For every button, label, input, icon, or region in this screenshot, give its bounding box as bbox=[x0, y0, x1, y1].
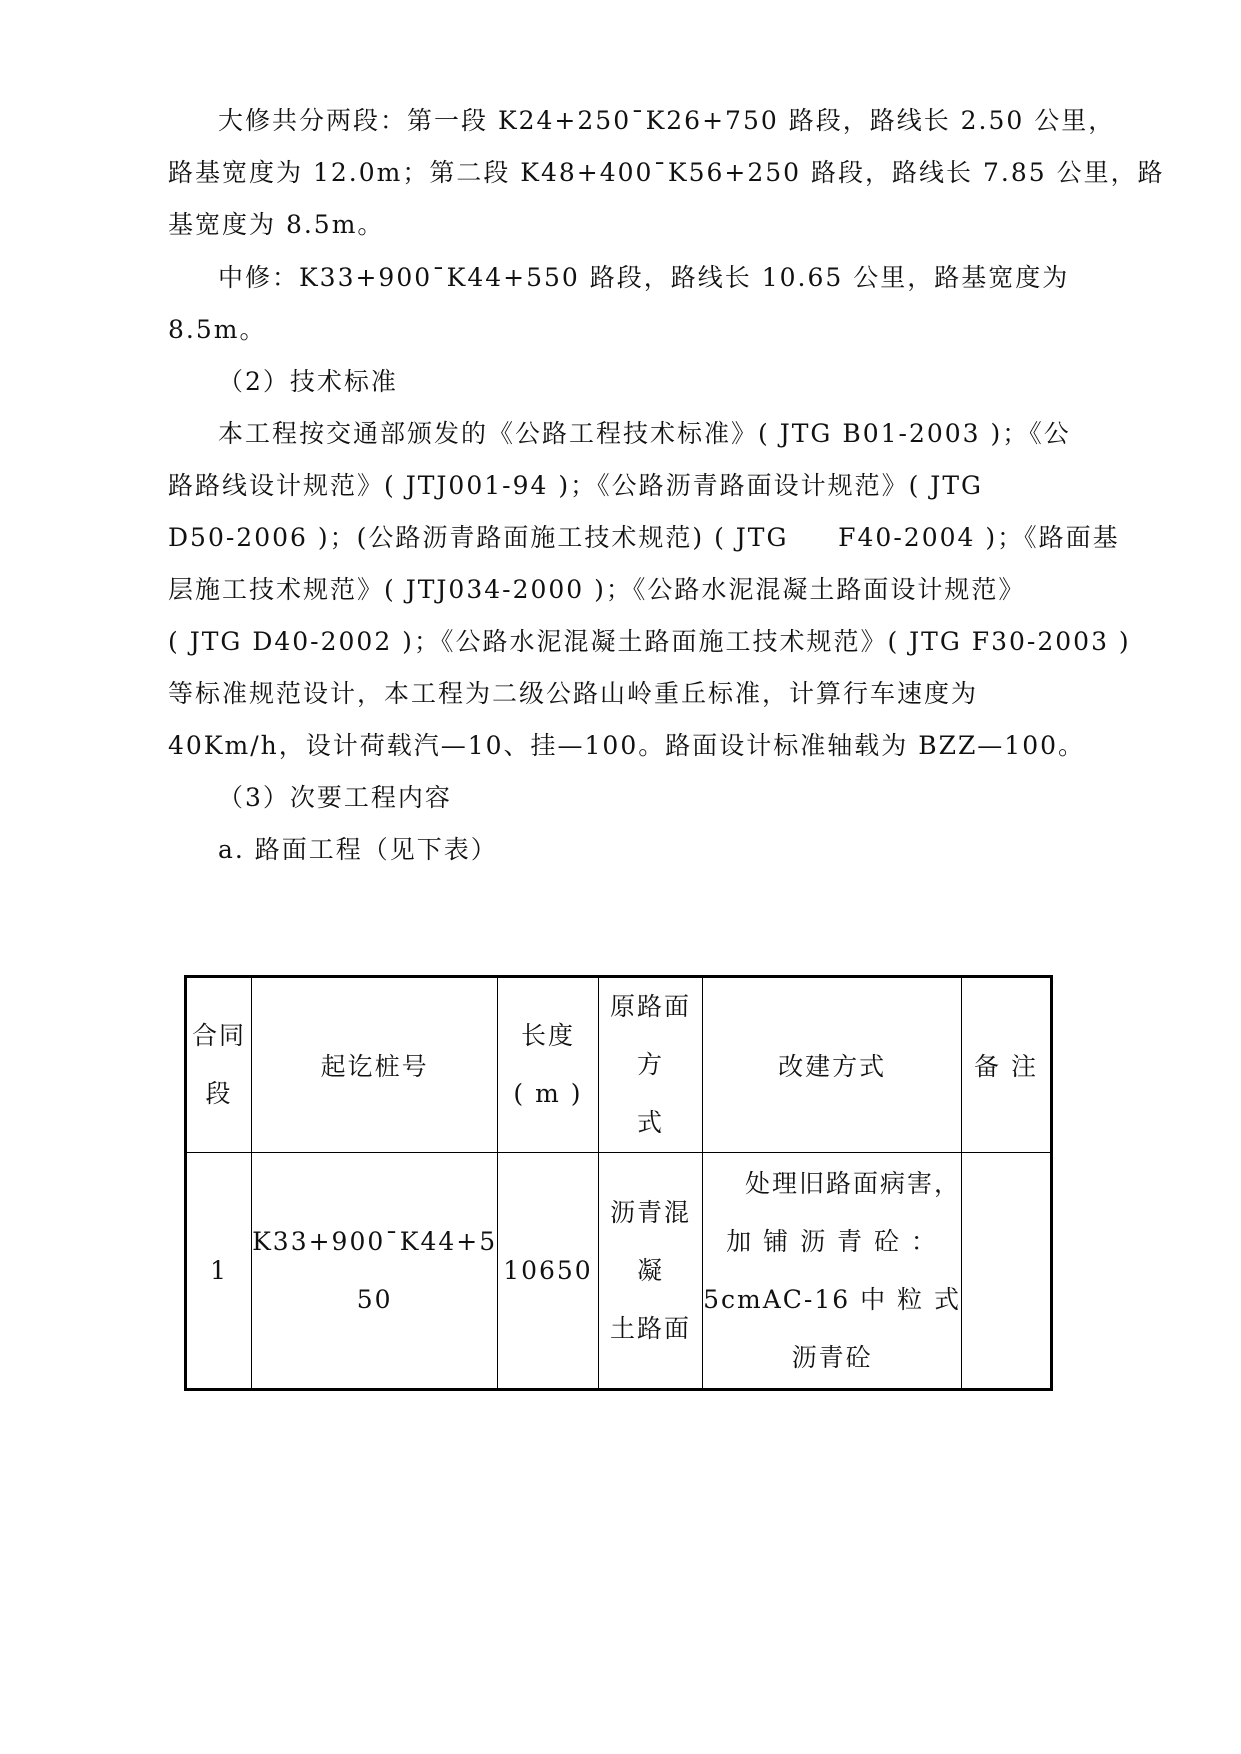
cell-text: 沥青砼 bbox=[791, 1342, 873, 1372]
header-text: 合同 bbox=[192, 1021, 247, 1050]
header-text: 原路面方 bbox=[609, 992, 691, 1079]
paragraph-medium-repair-line-2 bbox=[0, 310, 1241, 350]
paragraph-medium-repair-line-1 bbox=[0, 258, 1241, 298]
paragraph-major-repair-line-1 bbox=[0, 101, 1241, 141]
paragraph-standards-line-1 bbox=[0, 414, 1241, 454]
table-row bbox=[186, 1153, 1052, 1390]
text-line: ( JTG D40-2002 )；《公路水泥混凝土路面施工技术规范》( JTG F30-2003 ) bbox=[168, 627, 1131, 656]
cell-text: 沥青混凝 bbox=[609, 1197, 691, 1285]
text-line: 等标准规范设计，本工程为二级公路山岭重丘标准，计算行车速度为 bbox=[168, 679, 979, 708]
header-remark: 备 注 bbox=[962, 977, 1052, 1153]
heading-secondary-works bbox=[0, 778, 1241, 818]
text-line: 基宽度为 8.5m。 bbox=[168, 210, 385, 239]
paragraph-standards-line-4 bbox=[0, 570, 1241, 610]
cell-text: 土路面 bbox=[609, 1313, 691, 1343]
cell-original-pavement bbox=[598, 1153, 702, 1390]
header-original-pavement bbox=[598, 977, 702, 1153]
header-text: 式 bbox=[636, 1108, 664, 1137]
heading-pavement-works bbox=[0, 830, 1241, 870]
header-stake-range: 起讫桩号 bbox=[252, 977, 498, 1153]
text-line: 40Km/h，设计荷载汽—10、挂—100。路面设计标准轴载为 BZZ—100。 bbox=[168, 731, 1086, 760]
cell-reconstruction-method bbox=[703, 1153, 962, 1390]
header-text: 段 bbox=[205, 1079, 233, 1108]
heading-technical-standards bbox=[0, 362, 1241, 402]
header-length bbox=[498, 977, 599, 1153]
cell-segment: 1 bbox=[186, 1153, 252, 1390]
cell-text: 5cmAC-16 中 粒 式 bbox=[703, 1284, 962, 1314]
cell-text: K33+900¯K44+5 bbox=[252, 1226, 498, 1256]
heading-text: （2）技术标准 bbox=[218, 367, 398, 396]
paragraph-standards-line-7 bbox=[0, 726, 1241, 766]
heading-text: a. 路面工程（见下表） bbox=[218, 835, 498, 864]
cell-stake-range bbox=[252, 1153, 498, 1390]
text-line: 路路线设计规范》( JTJ001-94 )；《公路沥青路面设计规范》( JTG bbox=[168, 471, 983, 500]
text-line: D50-2006 )；(公路沥青路面施工技术规范) ( JTG F40-2004 )；《路面基 bbox=[168, 523, 1120, 552]
paragraph-major-repair-line-2 bbox=[0, 153, 1241, 193]
text-line: 层施工技术规范》( JTJ034-2000 )；《公路水泥混凝土路面设计规范》 bbox=[168, 575, 1026, 604]
header-text: ( m ) bbox=[513, 1079, 583, 1108]
text-line: 本工程按交通部颁发的《公路工程技术标准》( JTG B01-2003 )；《公 bbox=[218, 419, 1071, 448]
cell-text: 处理旧路面病害， bbox=[745, 1168, 962, 1198]
header-contract-segment bbox=[186, 977, 252, 1153]
cell-remark bbox=[962, 1153, 1052, 1390]
header-text: 长度 bbox=[520, 1021, 575, 1050]
text-line: 中修：K33+900¯K44+550 路段，路线长 10.65 公里，路基宽度为 bbox=[218, 263, 1070, 292]
paragraph-major-repair-line-3 bbox=[0, 205, 1241, 245]
pavement-works-table bbox=[184, 975, 1053, 1391]
cell-text: 50 bbox=[356, 1284, 393, 1314]
heading-text: （3）次要工程内容 bbox=[218, 783, 452, 812]
text-line: 路基宽度为 12.0m；第二段 K48+400¯K56+250 路段，路线长 7.85 公里，路 bbox=[168, 158, 1165, 187]
paragraph-standards-line-6 bbox=[0, 674, 1241, 714]
paragraph-standards-line-5 bbox=[0, 622, 1241, 662]
paragraph-standards-line-3 bbox=[0, 518, 1241, 558]
table-header-row bbox=[186, 977, 1052, 1153]
cell-length: 10650 bbox=[498, 1153, 599, 1390]
paragraph-standards-line-2 bbox=[0, 466, 1241, 506]
text-line: 大修共分两段：第一段 K24+250¯K26+750 路段，路线长 2.50 公里， bbox=[218, 106, 1116, 135]
header-reconstruction-method: 改建方式 bbox=[703, 977, 962, 1153]
text-line: 8.5m。 bbox=[168, 315, 267, 344]
cell-text: 加 铺 沥 青 砼 ： bbox=[726, 1226, 938, 1256]
